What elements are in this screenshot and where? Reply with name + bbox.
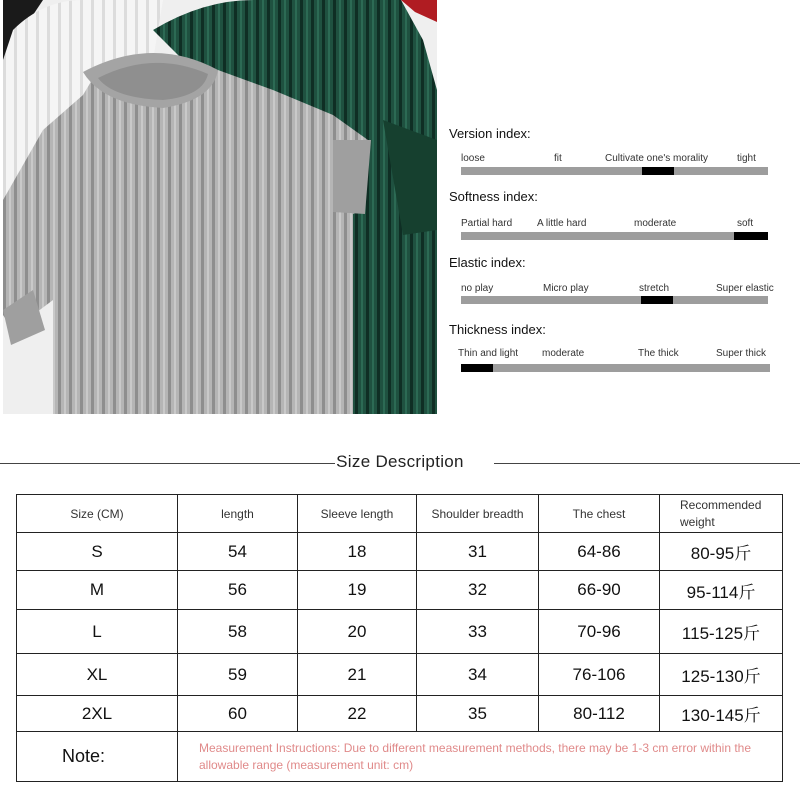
cell-size: L	[17, 610, 178, 654]
softness-index-title: Softness index:	[449, 189, 538, 204]
header-length: length	[178, 495, 298, 533]
version-marker	[642, 167, 674, 175]
elastic-label-1: no play	[461, 283, 494, 294]
cell-weight: 115-125斤	[660, 610, 783, 654]
thickness-label-1: Thin and light	[458, 348, 519, 359]
cell-length: 58	[178, 610, 298, 654]
ribbed-sweater-image	[3, 0, 437, 414]
cell-shoulder: 32	[417, 571, 539, 610]
cell-length: 59	[178, 654, 298, 696]
cell-shoulder: 33	[417, 610, 539, 654]
elastic-label-3: stretch	[639, 283, 670, 294]
cell-weight: 80-95斤	[660, 533, 783, 571]
cell-length: 54	[178, 533, 298, 571]
softness-marker	[734, 232, 768, 240]
cell-shoulder: 31	[417, 533, 539, 571]
cell-shoulder: 34	[417, 654, 539, 696]
cell-sleeve: 22	[298, 696, 417, 732]
thickness-track	[461, 364, 770, 372]
cell-sleeve: 19	[298, 571, 417, 610]
cell-chest: 70-96	[539, 610, 660, 654]
table-row	[17, 571, 783, 610]
table-row	[17, 610, 783, 654]
cell-chest: 64-86	[539, 533, 660, 571]
size-description-title: Size Description	[336, 452, 464, 471]
version-track	[461, 167, 768, 175]
version-index-title: Version index:	[449, 126, 531, 141]
cell-size: XL	[17, 654, 178, 696]
cell-length: 60	[178, 696, 298, 732]
elastic-index-title: Elastic index:	[449, 255, 526, 270]
cell-length: 56	[178, 571, 298, 610]
header-recommended-weight: Recommended weight	[660, 495, 783, 533]
table-row	[17, 533, 783, 571]
header-size: Size (CM)	[17, 495, 178, 533]
note-text: Measurement Instructions: Due to different measurement methods, there may be 1-3 cm error within the allowable range (measurement unit: cm)	[178, 732, 783, 782]
cell-sleeve: 21	[298, 654, 417, 696]
version-label-4: tight	[737, 153, 756, 164]
cell-sleeve: 18	[298, 533, 417, 571]
table-header-row	[17, 495, 783, 533]
thickness-label-3: The thick	[638, 348, 679, 359]
elastic-label-2: Micro play	[543, 283, 589, 294]
cell-weight: 95-114斤	[660, 571, 783, 610]
cell-chest: 66-90	[539, 571, 660, 610]
softness-track	[461, 232, 768, 240]
cell-chest: 76-106	[539, 654, 660, 696]
size-table	[16, 494, 783, 782]
note-row	[17, 732, 783, 782]
cell-weight: 130-145斤	[660, 696, 783, 732]
cell-size: S	[17, 533, 178, 571]
version-label-2: fit	[554, 153, 562, 164]
thickness-marker	[461, 364, 493, 372]
softness-label-4: soft	[737, 218, 754, 229]
cell-size: M	[17, 571, 178, 610]
divider-right	[494, 463, 800, 464]
note-label: Note:	[17, 732, 178, 782]
cell-sleeve: 20	[298, 610, 417, 654]
cell-chest: 80-112	[539, 696, 660, 732]
thickness-index-title: Thickness index:	[449, 322, 546, 337]
thickness-label-2: moderate	[542, 348, 585, 359]
cell-weight: 125-130斤	[660, 654, 783, 696]
version-label-1: loose	[461, 153, 485, 164]
thickness-label-4: Super thick	[716, 348, 767, 359]
table-row	[17, 654, 783, 696]
softness-label-1: Partial hard	[461, 218, 513, 229]
softness-label-2: A little hard	[537, 218, 587, 229]
elastic-track	[461, 296, 768, 304]
cell-size: 2XL	[17, 696, 178, 732]
header-shoulder-breadth: Shoulder breadth	[417, 495, 539, 533]
product-photo	[3, 0, 437, 414]
cell-shoulder: 35	[417, 696, 539, 732]
header-sleeve-length: Sleeve length	[298, 495, 417, 533]
softness-label-3: moderate	[634, 218, 677, 229]
table-row	[17, 696, 783, 732]
elastic-label-4: Super elastic	[716, 283, 774, 294]
elastic-marker	[641, 296, 673, 304]
version-label-3: Cultivate one's morality	[605, 153, 709, 164]
header-chest: The chest	[539, 495, 660, 533]
